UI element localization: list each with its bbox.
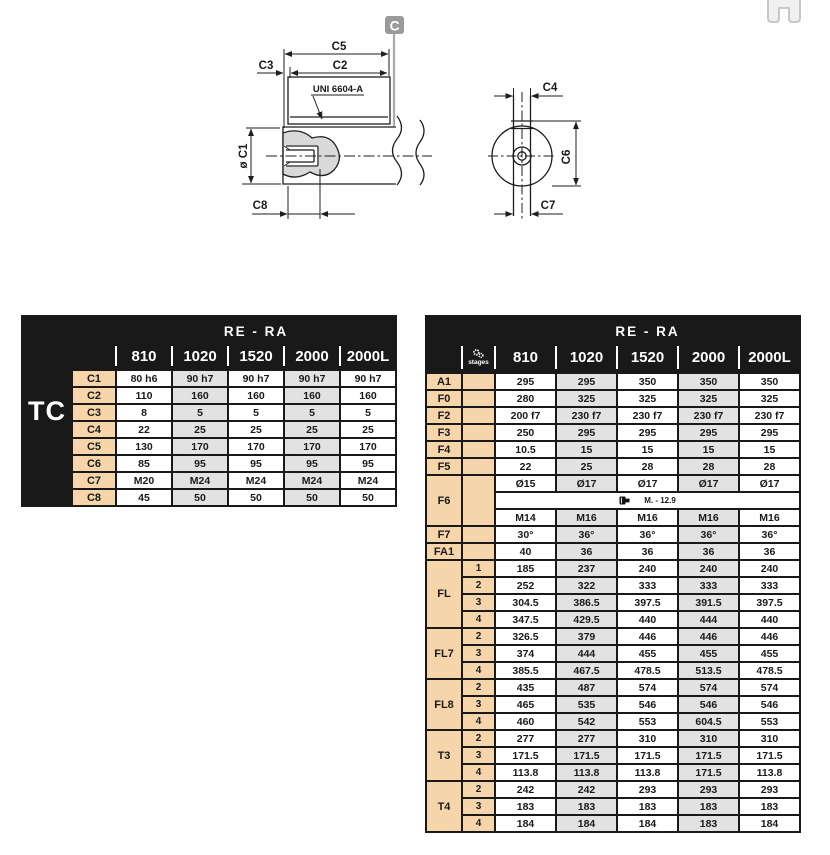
table-group-title: TC — [28, 395, 66, 426]
value-cell: 45 — [117, 490, 171, 505]
value-cell: 553 — [618, 714, 677, 729]
value-cell: 326.5 — [496, 629, 555, 644]
value-cell: 171.5 — [679, 748, 738, 763]
value-cell: 28 — [618, 459, 677, 474]
row-label: C8 — [73, 490, 115, 505]
value-cell: 50 — [173, 490, 227, 505]
column-header: 2000 — [679, 343, 738, 372]
value-cell: 444 — [679, 612, 738, 627]
value-cell: 10.5 — [496, 442, 555, 457]
value-cell: 546 — [679, 697, 738, 712]
value-cell: 184 — [740, 816, 799, 831]
keyway-standard-label: UNI 6604-A — [312, 84, 364, 95]
row-label: C4 — [73, 422, 115, 437]
value-cell: 95 — [285, 456, 339, 471]
value-cell: 295 — [557, 374, 616, 389]
stage-cell: 4 — [463, 612, 494, 627]
value-cell: 455 — [618, 646, 677, 661]
stage-cell — [463, 425, 494, 440]
value-cell: 293 — [618, 782, 677, 797]
value-cell: 50 — [285, 490, 339, 505]
row-label: T4 — [427, 782, 461, 831]
row-label: A1 — [427, 374, 461, 389]
value-cell: 160 — [341, 388, 395, 403]
row-label: F5 — [427, 459, 461, 474]
stage-cell: 2 — [463, 782, 494, 797]
stage-cell: 3 — [463, 697, 494, 712]
value-cell: 15 — [740, 442, 799, 457]
column-header: 2000L — [740, 343, 799, 372]
value-cell: 322 — [557, 578, 616, 593]
stage-cell: 4 — [463, 765, 494, 780]
value-cell: 30° — [496, 527, 555, 542]
value-cell: 171.5 — [740, 748, 799, 763]
value-cell: 310 — [740, 731, 799, 746]
value-cell: M24 — [341, 473, 395, 488]
stages-column-header — [463, 343, 494, 372]
stage-cell: 2 — [463, 629, 494, 644]
value-cell: 22 — [117, 422, 171, 437]
value-cell: 28 — [679, 459, 738, 474]
value-cell: 230 f7 — [740, 408, 799, 423]
value-cell: 542 — [557, 714, 616, 729]
value-cell: 242 — [557, 782, 616, 797]
value-cell: 250 — [496, 425, 555, 440]
value-cell: 478.5 — [618, 663, 677, 678]
value-cell: 90 h7 — [173, 371, 227, 386]
value-cell: 379 — [557, 629, 616, 644]
value-cell: 513.5 — [679, 663, 738, 678]
column-header: 2000 — [285, 343, 339, 369]
value-cell: 160 — [173, 388, 227, 403]
value-cell: 293 — [740, 782, 799, 797]
value-cell: 36 — [679, 544, 738, 559]
value-cell: 397.5 — [618, 595, 677, 610]
value-cell: M24 — [173, 473, 227, 488]
value-cell: Ø17 — [679, 476, 738, 491]
value-cell: M16 — [740, 510, 799, 525]
column-header: 1020 — [557, 343, 616, 372]
value-cell: 113.8 — [618, 765, 677, 780]
partial-logo-icon — [768, 0, 800, 22]
value-cell: M16 — [679, 510, 738, 525]
stage-cell — [463, 442, 494, 457]
row-label: FA1 — [427, 544, 461, 559]
stage-cell: 3 — [463, 595, 494, 610]
value-cell: 553 — [740, 714, 799, 729]
value-cell: 237 — [557, 561, 616, 576]
value-cell: 252 — [496, 578, 555, 593]
dim-label-c4: C4 — [542, 82, 558, 94]
value-cell: 295 — [618, 425, 677, 440]
stage-cell — [463, 544, 494, 559]
value-cell: 80 h6 — [117, 371, 171, 386]
value-cell: 113.8 — [557, 765, 616, 780]
gears-icon — [472, 349, 485, 359]
value-cell: 446 — [618, 629, 677, 644]
value-cell: 184 — [557, 816, 616, 831]
value-cell: 295 — [740, 425, 799, 440]
row-label: C5 — [73, 439, 115, 454]
value-cell: 374 — [496, 646, 555, 661]
value-cell: 446 — [740, 629, 799, 644]
table-series-header: RE - RA — [223, 324, 289, 339]
value-cell: 304.5 — [496, 595, 555, 610]
bolt-icon — [619, 496, 630, 505]
value-cell: 160 — [229, 388, 283, 403]
value-cell: 325 — [618, 391, 677, 406]
stage-cell: 4 — [463, 714, 494, 729]
table-series-header: RE - RA — [615, 324, 680, 339]
value-cell: 295 — [496, 374, 555, 389]
value-cell: Ø15 — [496, 476, 555, 491]
value-cell: 170 — [229, 439, 283, 454]
value-cell: 487 — [557, 680, 616, 695]
row-label: F4 — [427, 442, 461, 457]
value-cell: M20 — [117, 473, 171, 488]
value-cell: 478.5 — [740, 663, 799, 678]
dim-label-c7: C7 — [540, 200, 556, 212]
value-cell: M24 — [229, 473, 283, 488]
value-cell: Ø17 — [740, 476, 799, 491]
stage-cell: 3 — [463, 748, 494, 763]
value-cell: 22 — [496, 459, 555, 474]
column-header: 1520 — [229, 343, 283, 369]
value-cell: 240 — [679, 561, 738, 576]
dim-label-c8: C8 — [252, 200, 268, 212]
value-cell: 113.8 — [740, 765, 799, 780]
value-cell: 90 h7 — [285, 371, 339, 386]
value-cell: 604.5 — [679, 714, 738, 729]
dim-label-c2: C2 — [332, 60, 348, 72]
value-cell: M16 — [557, 510, 616, 525]
column-header: 810 — [496, 343, 555, 372]
row-label: C3 — [73, 405, 115, 420]
stage-cell — [463, 374, 494, 389]
row-label: FL7 — [427, 629, 461, 678]
value-cell: 15 — [679, 442, 738, 457]
value-cell: 455 — [740, 646, 799, 661]
value-cell: 25 — [173, 422, 227, 437]
stage-cell — [463, 476, 494, 525]
value-cell: 85 — [117, 456, 171, 471]
value-cell: 184 — [496, 816, 555, 831]
value-cell: 230 f7 — [618, 408, 677, 423]
value-cell: 90 h7 — [229, 371, 283, 386]
dim-label-c5: C5 — [331, 41, 347, 53]
value-cell: 350 — [618, 374, 677, 389]
value-cell: 574 — [740, 680, 799, 695]
value-cell: 444 — [557, 646, 616, 661]
value-cell: 200 f7 — [496, 408, 555, 423]
value-cell: 40 — [496, 544, 555, 559]
value-cell: 465 — [496, 697, 555, 712]
value-cell: 446 — [679, 629, 738, 644]
value-cell: 347.5 — [496, 612, 555, 627]
value-cell: 113.8 — [496, 765, 555, 780]
value-cell: 230 f7 — [557, 408, 616, 423]
value-cell: 242 — [496, 782, 555, 797]
value-cell: 90 h7 — [341, 371, 395, 386]
value-cell: 5 — [173, 405, 227, 420]
value-cell: 277 — [557, 731, 616, 746]
value-cell: 160 — [285, 388, 339, 403]
value-cell: 385.5 — [496, 663, 555, 678]
value-cell: 325 — [557, 391, 616, 406]
value-cell: 25 — [557, 459, 616, 474]
value-cell: 183 — [679, 816, 738, 831]
value-cell: 467.5 — [557, 663, 616, 678]
value-cell: 5 — [341, 405, 395, 420]
value-cell: 350 — [740, 374, 799, 389]
value-cell: 36° — [740, 527, 799, 542]
value-cell: 171.5 — [679, 765, 738, 780]
value-cell: 277 — [496, 731, 555, 746]
value-cell: 295 — [557, 425, 616, 440]
value-cell: 230 f7 — [679, 408, 738, 423]
technical-drawings — [0, 0, 830, 305]
value-cell: 333 — [679, 578, 738, 593]
stage-cell — [463, 408, 494, 423]
stage-cell: 4 — [463, 816, 494, 831]
value-cell: 455 — [679, 646, 738, 661]
value-cell: 130 — [117, 439, 171, 454]
value-cell: 15 — [557, 442, 616, 457]
value-cell: 36 — [557, 544, 616, 559]
value-cell: 183 — [740, 799, 799, 814]
mounting-dimensions-table — [425, 315, 801, 833]
row-label: F7 — [427, 527, 461, 542]
dim-label-c6: C6 — [561, 149, 573, 165]
value-cell: 95 — [341, 456, 395, 471]
value-cell: 293 — [679, 782, 738, 797]
value-cell: 183 — [618, 799, 677, 814]
value-cell: 110 — [117, 388, 171, 403]
value-cell: 36° — [679, 527, 738, 542]
value-cell: 184 — [618, 816, 677, 831]
section-marker-label: C — [389, 17, 400, 34]
value-cell: 435 — [496, 680, 555, 695]
value-cell: 5 — [285, 405, 339, 420]
value-cell: 185 — [496, 561, 555, 576]
row-label: FL — [427, 561, 461, 627]
dim-label-c1: ø C1 — [238, 143, 250, 169]
value-cell: 36 — [740, 544, 799, 559]
stages-label: stages — [468, 358, 489, 366]
value-cell: 535 — [557, 697, 616, 712]
value-cell: M16 — [618, 510, 677, 525]
value-cell: 28 — [740, 459, 799, 474]
value-cell: 25 — [285, 422, 339, 437]
value-cell: 5 — [229, 405, 283, 420]
value-cell: 280 — [496, 391, 555, 406]
column-header: 1520 — [618, 343, 677, 372]
stage-cell — [463, 391, 494, 406]
value-cell: 310 — [618, 731, 677, 746]
stage-cell: 3 — [463, 646, 494, 661]
column-header: 810 — [117, 343, 171, 369]
row-label: T3 — [427, 731, 461, 780]
value-cell: 171.5 — [618, 748, 677, 763]
value-cell: 15 — [618, 442, 677, 457]
row-label: FL8 — [427, 680, 461, 729]
column-header: 1020 — [173, 343, 227, 369]
stage-cell: 2 — [463, 680, 494, 695]
value-cell: Ø17 — [557, 476, 616, 491]
value-cell: 183 — [679, 799, 738, 814]
value-cell: 25 — [229, 422, 283, 437]
value-cell: 170 — [285, 439, 339, 454]
bolt-class-text: M. - 12.9 — [644, 496, 676, 505]
value-cell: 325 — [740, 391, 799, 406]
row-label: F2 — [427, 408, 461, 423]
value-cell: 240 — [740, 561, 799, 576]
stage-cell — [463, 527, 494, 542]
stage-cell: 4 — [463, 663, 494, 678]
tc-dimensions-table — [21, 315, 397, 507]
row-label: F3 — [427, 425, 461, 440]
value-cell: 460 — [496, 714, 555, 729]
value-cell: 50 — [341, 490, 395, 505]
value-cell: 95 — [173, 456, 227, 471]
value-cell: 36 — [618, 544, 677, 559]
stage-cell: 3 — [463, 799, 494, 814]
value-cell: 183 — [496, 799, 555, 814]
stage-cell: 2 — [463, 578, 494, 593]
value-cell: 25 — [341, 422, 395, 437]
row-label: C2 — [73, 388, 115, 403]
value-cell: 546 — [618, 697, 677, 712]
value-cell: 574 — [679, 680, 738, 695]
value-cell: 391.5 — [679, 595, 738, 610]
value-cell: 440 — [740, 612, 799, 627]
column-header: 2000L — [341, 343, 395, 369]
value-cell: 325 — [679, 391, 738, 406]
value-cell: 8 — [117, 405, 171, 420]
bolt-class-cell — [496, 493, 799, 508]
value-cell: 546 — [740, 697, 799, 712]
value-cell: 36° — [618, 527, 677, 542]
row-label: C1 — [73, 371, 115, 386]
value-cell: 440 — [618, 612, 677, 627]
value-cell: 295 — [679, 425, 738, 440]
stage-cell: 2 — [463, 731, 494, 746]
value-cell: 333 — [618, 578, 677, 593]
value-cell: 386.5 — [557, 595, 616, 610]
value-cell: M14 — [496, 510, 555, 525]
row-label: F0 — [427, 391, 461, 406]
row-label: C6 — [73, 456, 115, 471]
row-label: F6 — [427, 476, 461, 525]
stage-cell: 1 — [463, 561, 494, 576]
value-cell: Ø17 — [618, 476, 677, 491]
value-cell: 171.5 — [557, 748, 616, 763]
value-cell: 333 — [740, 578, 799, 593]
value-cell: 310 — [679, 731, 738, 746]
stage-cell — [463, 459, 494, 474]
value-cell: 170 — [173, 439, 227, 454]
value-cell: 240 — [618, 561, 677, 576]
value-cell: 170 — [341, 439, 395, 454]
value-cell: 429.5 — [557, 612, 616, 627]
value-cell: 95 — [229, 456, 283, 471]
value-cell: M24 — [285, 473, 339, 488]
value-cell: 350 — [679, 374, 738, 389]
value-cell: 36° — [557, 527, 616, 542]
dim-label-c3: C3 — [258, 60, 274, 72]
value-cell: 397.5 — [740, 595, 799, 610]
value-cell: 171.5 — [496, 748, 555, 763]
value-cell: 574 — [618, 680, 677, 695]
value-cell: 50 — [229, 490, 283, 505]
row-label: C7 — [73, 473, 115, 488]
value-cell: 183 — [557, 799, 616, 814]
